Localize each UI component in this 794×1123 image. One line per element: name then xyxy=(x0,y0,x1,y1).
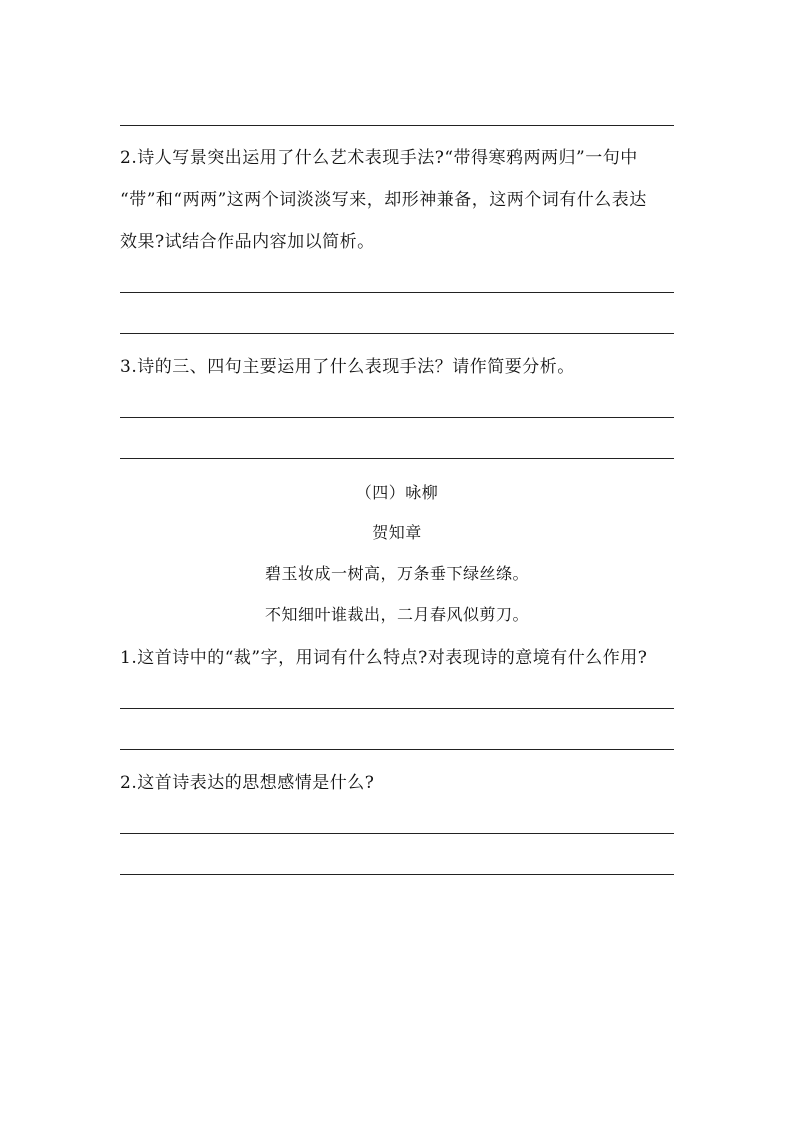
answer-line xyxy=(120,749,674,750)
question-2-line-3: 效果?试结合作品内容加以简析。 xyxy=(120,232,375,252)
poem-author: 贺知章 xyxy=(372,523,422,542)
poem-title: （四）咏柳 xyxy=(355,483,439,502)
question-3: 3.诗的三、四句主要运用了什么表现手法？请作简要分析。 xyxy=(120,357,575,377)
question-2-line-2: “带”和“两两”这两个词淡淡写来，却形神兼备，这两个词有什么表达 xyxy=(120,190,647,210)
answer-line xyxy=(120,333,674,334)
answer-line xyxy=(120,458,674,459)
question-2-line-1: 2.诗人写景突出运用了什么艺术表现手法?“带得寒鸦两两归”一句中 xyxy=(120,148,638,168)
poem-line-1: 碧玉妆成一树高，万条垂下绿丝绦。 xyxy=(264,564,529,583)
poem-line-2: 不知细叶谁裁出，二月春风似剪刀。 xyxy=(264,605,529,624)
answer-line xyxy=(120,292,674,293)
question-1: 1.这首诗中的“裁”字，用词有什么特点?对表现诗的意境有什么作用? xyxy=(120,648,648,668)
answer-line xyxy=(120,833,674,834)
question-2: 2.这首诗表达的思想感情是什么? xyxy=(120,773,375,793)
answer-line xyxy=(120,417,674,418)
answer-line xyxy=(120,708,674,709)
answer-line xyxy=(120,874,674,875)
answer-line xyxy=(120,125,674,126)
